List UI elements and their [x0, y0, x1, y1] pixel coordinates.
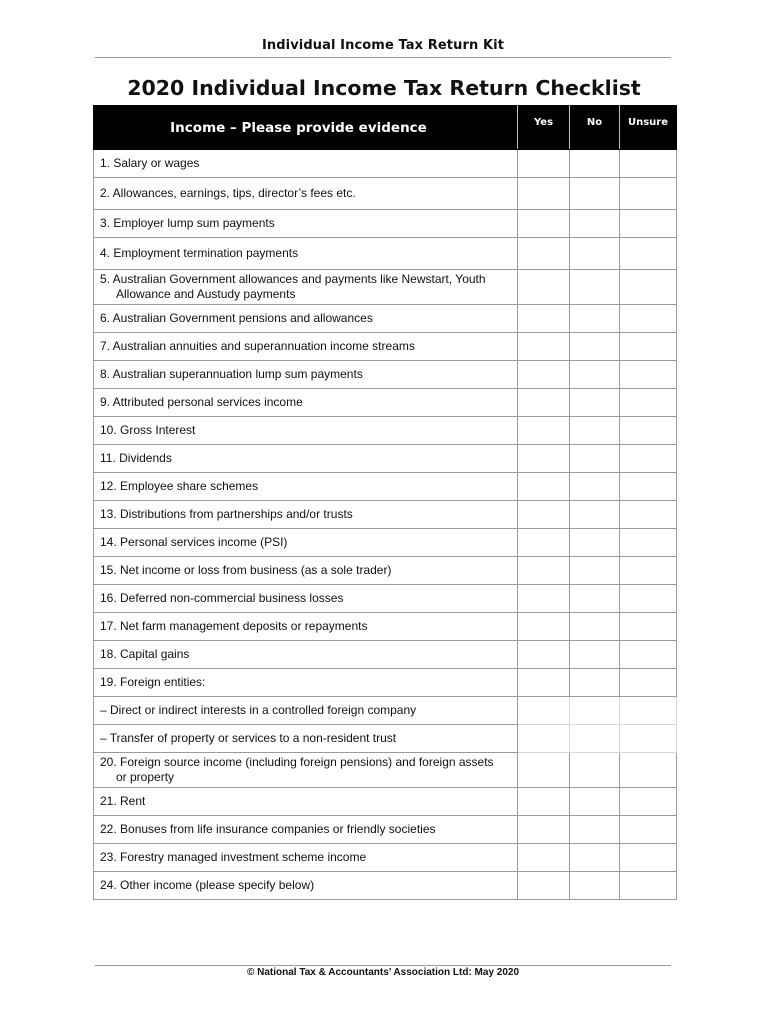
yes-checkbox-cell[interactable]: [518, 389, 570, 417]
checklist-item-label: [94, 669, 518, 697]
yes-checkbox-cell[interactable]: [518, 305, 570, 333]
yes-checkbox-cell[interactable]: [518, 669, 570, 697]
no-checkbox-cell[interactable]: [570, 270, 620, 305]
header-divider: [95, 57, 671, 58]
no-checkbox-cell[interactable]: [570, 816, 620, 844]
yes-checkbox-cell[interactable]: [518, 178, 570, 210]
no-checkbox-cell[interactable]: [570, 641, 620, 669]
table-row: [94, 585, 677, 613]
yes-checkbox-cell[interactable]: [518, 473, 570, 501]
yes-checkbox-cell[interactable]: [518, 872, 570, 900]
table-row: [94, 557, 677, 585]
checklist-item-label: [94, 613, 518, 641]
table-row: [94, 333, 677, 361]
no-checkbox-cell[interactable]: [570, 872, 620, 900]
column-header-no: No: [570, 106, 620, 150]
unsure-checkbox-cell[interactable]: [620, 872, 677, 900]
page-title: 2020 Individual Income Tax Return Checklist: [127, 76, 641, 100]
no-checkbox-cell[interactable]: [570, 725, 620, 753]
yes-checkbox-cell[interactable]: [518, 788, 570, 816]
checklist-item-text: 9. Attributed personal services income: [100, 395, 303, 409]
checklist-item-label: [94, 585, 518, 613]
yes-checkbox-cell[interactable]: [518, 816, 570, 844]
unsure-checkbox-cell[interactable]: [620, 753, 677, 788]
checklist-item-text: 4. Employment termination payments: [100, 246, 299, 260]
no-checkbox-cell[interactable]: [570, 445, 620, 473]
table-row: [94, 238, 677, 270]
no-checkbox-cell[interactable]: [570, 150, 620, 178]
no-checkbox-cell[interactable]: [570, 753, 620, 788]
yes-checkbox-cell[interactable]: [518, 697, 570, 725]
table-row: [94, 613, 677, 641]
footer-divider: [95, 965, 671, 966]
table-row: [94, 150, 677, 178]
yes-checkbox-cell[interactable]: [518, 150, 570, 178]
no-checkbox-cell[interactable]: [570, 333, 620, 361]
checklist-item-text: 14. Personal services income (PSI): [100, 535, 288, 549]
checklist-item-text: 3. Employer lump sum payments: [100, 216, 275, 230]
table-header-row: [94, 106, 677, 150]
table-row: [94, 529, 677, 557]
checklist-item-text: 12. Employee share schemes: [100, 479, 259, 493]
unsure-checkbox-cell[interactable]: [620, 816, 677, 844]
yes-checkbox-cell[interactable]: [518, 557, 570, 585]
checklist-item-text-continued: or property: [116, 770, 175, 784]
table-row: [94, 753, 677, 788]
unsure-checkbox-cell[interactable]: [620, 641, 677, 669]
no-checkbox-cell[interactable]: [570, 844, 620, 872]
yes-checkbox-cell[interactable]: [518, 270, 570, 305]
checklist-item-text: 24. Other income (please specify below): [100, 878, 315, 892]
checklist-item-label: [94, 150, 518, 178]
table-row: [94, 305, 677, 333]
no-checkbox-cell[interactable]: [570, 305, 620, 333]
checklist-item-label: [94, 473, 518, 501]
checklist-item-text: – Direct or indirect interests in a controlled foreign company: [100, 703, 417, 717]
unsure-checkbox-cell[interactable]: [620, 697, 677, 725]
checklist-item-text: 1. Salary or wages: [100, 156, 200, 170]
checklist-item-text: 19. Foreign entities:: [100, 675, 206, 689]
income-checklist-table: [93, 105, 677, 900]
unsure-checkbox-cell[interactable]: [620, 270, 677, 305]
checklist-item-text: – Transfer of property or services to a non-resident trust: [100, 731, 397, 745]
yes-checkbox-cell[interactable]: [518, 753, 570, 788]
checklist-item-text: 8. Australian superannuation lump sum payments: [100, 367, 363, 381]
unsure-checkbox-cell[interactable]: [620, 585, 677, 613]
unsure-checkbox-cell[interactable]: [620, 669, 677, 697]
table-row: [94, 473, 677, 501]
table-row: [94, 210, 677, 238]
table-row: [94, 697, 677, 725]
no-checkbox-cell[interactable]: [570, 697, 620, 725]
checklist-item-text: 5. Australian Government allowances and payments like Newstart, Youth: [100, 272, 486, 286]
table-row: [94, 641, 677, 669]
checklist-item-label: [94, 445, 518, 473]
column-header-income: Income – Please provide evidence: [94, 106, 518, 150]
unsure-checkbox-cell[interactable]: [620, 613, 677, 641]
checklist-item-label: [94, 557, 518, 585]
kit-title: Individual Income Tax Return Kit: [261, 38, 505, 53]
table-row: [94, 445, 677, 473]
checklist-item-label: [94, 238, 518, 270]
checklist-item-text: 2. Allowances, earnings, tips, director’s fees etc.: [100, 186, 356, 200]
unsure-checkbox-cell[interactable]: [620, 529, 677, 557]
footer-copyright: © National Tax & Accountants’ Association Ltd: May 2020: [246, 967, 520, 978]
no-checkbox-cell[interactable]: [570, 417, 620, 445]
unsure-checkbox-cell[interactable]: [620, 305, 677, 333]
yes-checkbox-cell[interactable]: [518, 210, 570, 238]
column-header-yes: Yes: [518, 106, 570, 150]
checklist-item-text: 13. Distributions from partnerships and/or trusts: [100, 507, 353, 521]
no-checkbox-cell[interactable]: [570, 613, 620, 641]
yes-checkbox-cell[interactable]: [518, 238, 570, 270]
checklist-item-text: 17. Net farm management deposits or repayments: [100, 619, 368, 633]
yes-checkbox-cell[interactable]: [518, 417, 570, 445]
checklist-item-text: 22. Bonuses from life insurance companies or friendly societies: [100, 822, 436, 836]
checklist-item-label: [94, 844, 518, 872]
yes-checkbox-cell[interactable]: [518, 445, 570, 473]
yes-checkbox-cell[interactable]: [518, 361, 570, 389]
checklist-item-label: [94, 270, 518, 305]
unsure-checkbox-cell[interactable]: [620, 150, 677, 178]
checklist-item-text: 11. Dividends: [100, 451, 172, 465]
unsure-checkbox-cell[interactable]: [620, 445, 677, 473]
table-row: [94, 417, 677, 445]
no-checkbox-cell[interactable]: [570, 529, 620, 557]
checklist-item-label: [94, 725, 518, 753]
unsure-checkbox-cell[interactable]: [620, 788, 677, 816]
checklist-item-label: [94, 753, 518, 788]
no-checkbox-cell[interactable]: [570, 238, 620, 270]
table-row: [94, 669, 677, 697]
checklist-item-label: [94, 305, 518, 333]
yes-checkbox-cell[interactable]: [518, 641, 570, 669]
checklist-item-label: [94, 788, 518, 816]
checklist-item-text: 6. Australian Government pensions and allowances: [100, 311, 373, 325]
checklist-item-text: 20. Foreign source income (including foreign pensions) and foreign assets: [100, 755, 494, 769]
checklist-item-label: [94, 641, 518, 669]
table-row: [94, 178, 677, 210]
table-row: [94, 872, 677, 900]
no-checkbox-cell[interactable]: [570, 669, 620, 697]
unsure-checkbox-cell[interactable]: [620, 389, 677, 417]
checklist-item-label: [94, 178, 518, 210]
yes-checkbox-cell[interactable]: [518, 844, 570, 872]
table-row: [94, 725, 677, 753]
table-row: [94, 389, 677, 417]
yes-checkbox-cell[interactable]: [518, 501, 570, 529]
no-checkbox-cell[interactable]: [570, 501, 620, 529]
table-row: [94, 788, 677, 816]
no-checkbox-cell[interactable]: [570, 361, 620, 389]
checklist-item-label: [94, 417, 518, 445]
unsure-checkbox-cell[interactable]: [620, 238, 677, 270]
checklist-item-text: 23. Forestry managed investment scheme income: [100, 850, 367, 864]
checklist-item-text-continued: Allowance and Austudy payments: [116, 287, 296, 301]
unsure-checkbox-cell[interactable]: [620, 178, 677, 210]
unsure-checkbox-cell[interactable]: [620, 844, 677, 872]
table-row: [94, 816, 677, 844]
no-checkbox-cell[interactable]: [570, 389, 620, 417]
yes-checkbox-cell[interactable]: [518, 613, 570, 641]
column-header-unsure: Unsure: [620, 106, 677, 150]
checklist-item-label: [94, 697, 518, 725]
checklist-item-label: [94, 529, 518, 557]
unsure-checkbox-cell[interactable]: [620, 361, 677, 389]
yes-checkbox-cell[interactable]: [518, 725, 570, 753]
yes-checkbox-cell[interactable]: [518, 333, 570, 361]
no-checkbox-cell[interactable]: [570, 178, 620, 210]
checklist-item-label: [94, 361, 518, 389]
unsure-checkbox-cell[interactable]: [620, 501, 677, 529]
unsure-checkbox-cell[interactable]: [620, 473, 677, 501]
checklist-item-label: [94, 872, 518, 900]
checklist-item-label: [94, 210, 518, 238]
no-checkbox-cell[interactable]: [570, 585, 620, 613]
unsure-checkbox-cell[interactable]: [620, 210, 677, 238]
unsure-checkbox-cell[interactable]: [620, 333, 677, 361]
checklist-item-label: [94, 816, 518, 844]
no-checkbox-cell[interactable]: [570, 473, 620, 501]
unsure-checkbox-cell[interactable]: [620, 725, 677, 753]
checklist-item-text: 7. Australian annuities and superannuation income streams: [100, 339, 415, 353]
checklist-item-label: [94, 333, 518, 361]
no-checkbox-cell[interactable]: [570, 788, 620, 816]
table-row: [94, 844, 677, 872]
checklist-item-label: [94, 501, 518, 529]
checklist-item-label: [94, 389, 518, 417]
yes-checkbox-cell[interactable]: [518, 585, 570, 613]
no-checkbox-cell[interactable]: [570, 557, 620, 585]
table-row: [94, 270, 677, 305]
checklist-item-text: 10. Gross Interest: [100, 423, 196, 437]
checklist-item-text: 16. Deferred non-commercial business losses: [100, 591, 344, 605]
unsure-checkbox-cell[interactable]: [620, 557, 677, 585]
yes-checkbox-cell[interactable]: [518, 529, 570, 557]
no-checkbox-cell[interactable]: [570, 210, 620, 238]
table-row: [94, 361, 677, 389]
checklist-item-text: 18. Capital gains: [100, 647, 190, 661]
unsure-checkbox-cell[interactable]: [620, 417, 677, 445]
checklist-item-text: 15. Net income or loss from business (as a sole trader): [100, 563, 392, 577]
checklist-item-text: 21. Rent: [100, 794, 146, 808]
table-row: [94, 501, 677, 529]
